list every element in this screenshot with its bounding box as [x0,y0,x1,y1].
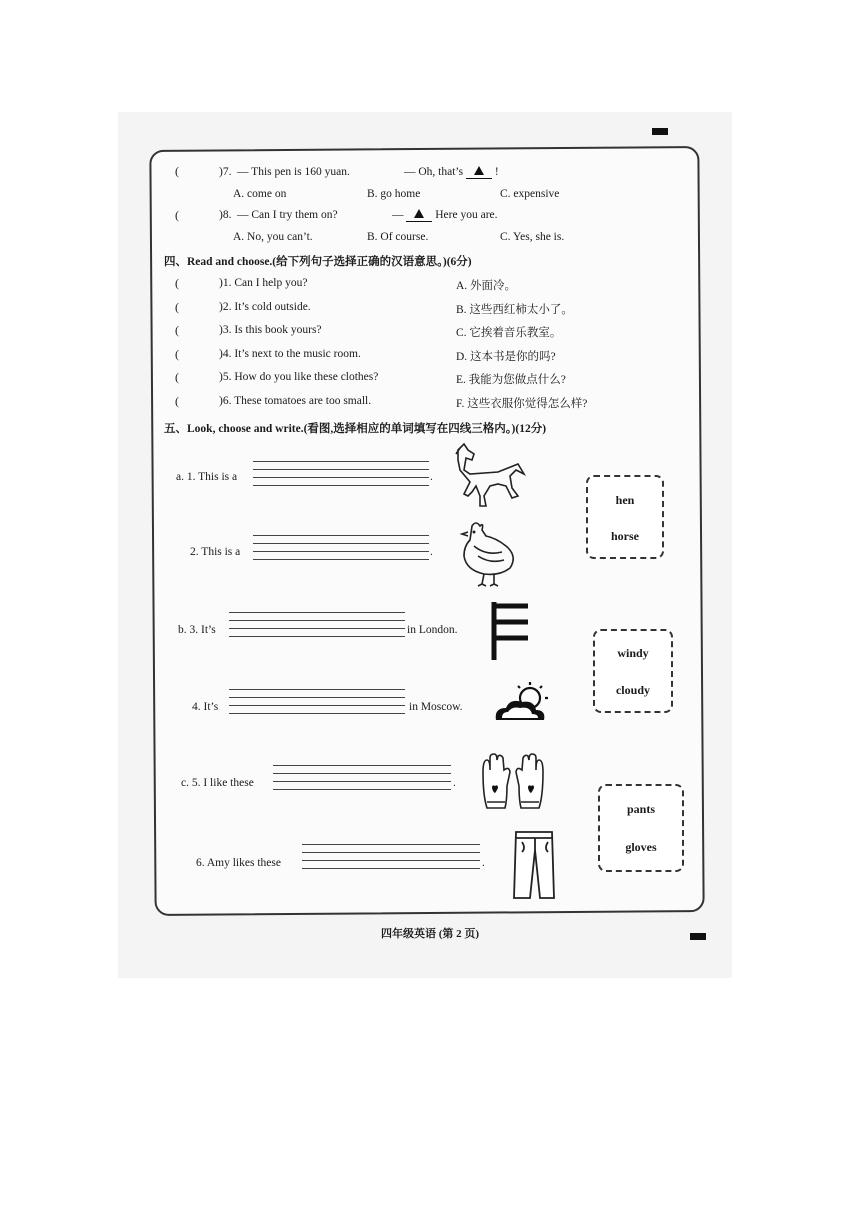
answer-paren[interactable]: ( [175,276,179,290]
sentence-5: c. 5. I like these [181,777,254,789]
cloudy-icon [490,680,556,728]
answer-paren[interactable]: ( [175,323,179,337]
four-line-writing-field[interactable] [273,765,451,797]
word-bank-box [598,784,684,872]
four-line-writing-field[interactable] [253,461,429,493]
english-sentence: )6. These tomatoes are too small. [219,395,372,407]
sentence-2: 2. This is a [190,546,241,558]
period: . [430,546,433,558]
chinese-option: A. 外面冷。 [456,280,517,292]
chinese-option: C. 它挨着音乐教室。 [456,327,562,339]
sentence-4: 4. It’s [192,701,219,713]
four-line-writing-field[interactable] [253,535,429,567]
english-sentence: )1. Can I help you? [219,277,308,289]
word-option: gloves [625,840,657,854]
word-option: hen [615,493,635,507]
reply-text: — Oh, that’s ! [404,166,499,178]
word-option: windy [617,646,649,660]
word-option: cloudy [615,683,650,697]
english-sentence: )3. Is this book yours? [219,324,322,336]
english-sentence: )5. How do you like these clothes? [219,371,379,383]
registration-mark [652,128,668,135]
pants-icon [508,828,562,902]
answer-paren[interactable]: ( [175,164,179,178]
question-number: )8. [219,209,232,221]
word-bank-box [593,629,673,713]
option-b: B. go home [367,188,421,200]
windy-icon [488,598,532,662]
blank-marker [406,209,432,222]
four-line-writing-field[interactable] [302,844,480,876]
sentence-1: a. 1. This is a [176,471,238,483]
answer-paren[interactable]: ( [175,370,179,384]
word-bank-box [586,475,664,559]
sentence-4-tail: in Moscow. [409,701,463,713]
hen-icon [452,516,524,588]
english-sentence: )4. It’s next to the music room. [219,348,361,360]
answer-paren[interactable]: ( [175,394,179,408]
answer-paren[interactable]: ( [175,347,179,361]
option-c: C. expensive [500,188,560,200]
four-line-writing-field[interactable] [229,612,405,644]
sentence-6: 6. Amy likes these [196,857,281,869]
word-option: horse [611,529,639,543]
chinese-option: B. 这些西红柿太小了。 [456,304,573,316]
sentence-3-tail: in London. [407,624,458,636]
four-line-writing-field[interactable] [229,689,405,721]
english-sentence: )2. It’s cold outside. [219,301,311,313]
chinese-option: F. 这些衣服你觉得怎么样? [456,398,588,410]
period: . [453,777,456,789]
gloves-icon [477,752,549,816]
page-footer: 四年级英语 (第 2 页) [380,928,480,940]
section-title: 五、Look, choose and write.(看图,选择相应的单词填写在四线三格内。)(12分) [164,423,547,435]
triangle-icon [414,209,424,218]
sentence-3: b. 3. It’s [178,624,216,636]
answer-paren[interactable]: ( [175,208,179,222]
option-a: A. No, you can’t. [233,231,313,243]
question-stem: — This pen is 160 yuan. [237,166,350,178]
question-number: )7. [219,166,232,178]
option-b: B. Of course. [367,231,429,243]
horse-icon [450,440,530,512]
word-option: pants [626,802,655,816]
option-c: C. Yes, she is. [500,231,565,243]
period: . [430,471,433,483]
section-title: 四、Read and choose.(给下列句子选择正确的汉语意思。)(6分) [164,256,472,268]
chinese-option: E. 我能为您做点什么? [456,374,566,386]
chinese-option: D. 这本书是你的吗? [456,351,556,363]
blank-marker [466,166,492,179]
option-a: A. come on [233,188,287,200]
triangle-icon [474,166,484,175]
answer-paren[interactable]: ( [175,300,179,314]
reply-text: — Here you are. [392,209,498,221]
question-stem: — Can I try them on? [237,209,338,221]
period: . [482,857,485,869]
